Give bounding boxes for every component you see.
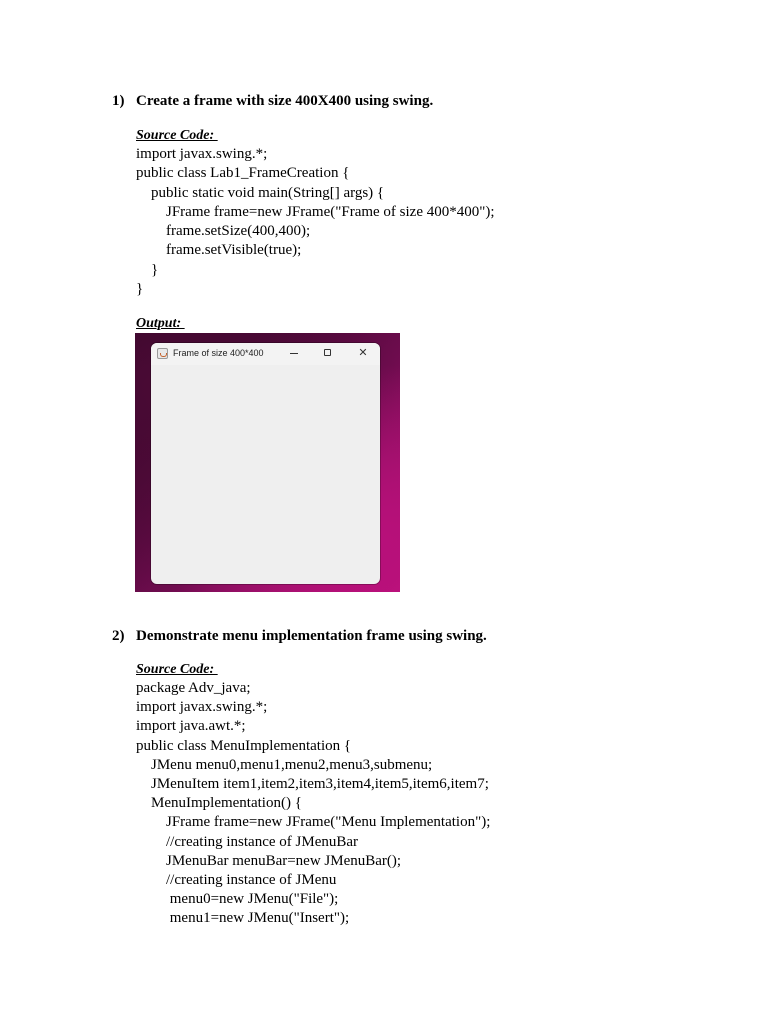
- jframe-window: [151, 343, 380, 584]
- section-1-heading: [112, 93, 433, 110]
- code-line: MenuImplementation() {: [136, 795, 302, 812]
- code-line: JMenu menu0,menu1,menu2,menu3,submenu;: [136, 756, 433, 773]
- section-2-source-label: Source Code:: [136, 662, 218, 677]
- code-line: }: [136, 261, 159, 278]
- section-1-code-block: [136, 145, 495, 299]
- code-line: //creating instance of JMenu: [136, 871, 337, 888]
- code-line: frame.setSize(400,400);: [136, 223, 311, 240]
- section-1-source-label: Source Code:: [136, 128, 218, 143]
- section-2-number: 2): [112, 628, 125, 644]
- code-line: public class Lab1_FrameCreation {: [136, 165, 350, 182]
- minimize-icon[interactable]: [287, 346, 301, 360]
- code-line: package Adv_java;: [136, 680, 251, 696]
- code-line: JFrame frame=new JFrame("Frame of size 400*400");: [136, 203, 495, 220]
- section-1-number: 1): [112, 93, 125, 109]
- code-line: JMenuBar menuBar=new JMenuBar();: [136, 852, 402, 869]
- section-2-code-block: [136, 679, 490, 928]
- code-line: import java.awt.*;: [136, 718, 246, 735]
- code-line: menu0=new JMenu("File");: [136, 891, 339, 908]
- window-title: Frame of size 400*400: [173, 348, 264, 358]
- code-line: import javax.swing.*;: [136, 146, 268, 162]
- code-line: JMenuItem item1,item2,item3,item4,item5,item6,item7;: [136, 775, 489, 792]
- java-icon: [157, 348, 168, 359]
- section-2-title: Demonstrate menu implementation frame using swing.: [136, 628, 487, 644]
- code-line: JFrame frame=new JFrame("Menu Implementation");: [136, 814, 491, 831]
- maximize-icon[interactable]: [321, 346, 335, 360]
- section-1-title: Create a frame with size 400X400 using swing.: [136, 93, 434, 109]
- code-line: public class MenuImplementation {: [136, 737, 352, 754]
- output-screenshot: [135, 333, 400, 592]
- code-line: frame.setVisible(true);: [136, 242, 302, 259]
- section-2-heading: [112, 628, 487, 645]
- code-line: }: [136, 281, 144, 298]
- section-1-output-label: Output:: [136, 316, 185, 331]
- window-titlebar[interactable]: [151, 343, 380, 365]
- code-line: //creating instance of JMenuBar: [136, 833, 359, 850]
- code-line: import javax.swing.*;: [136, 699, 268, 716]
- code-line: public static void main(String[] args) {: [136, 184, 385, 201]
- code-line: menu1=new JMenu("Insert");: [136, 910, 350, 927]
- close-icon[interactable]: ✕: [358, 346, 368, 359]
